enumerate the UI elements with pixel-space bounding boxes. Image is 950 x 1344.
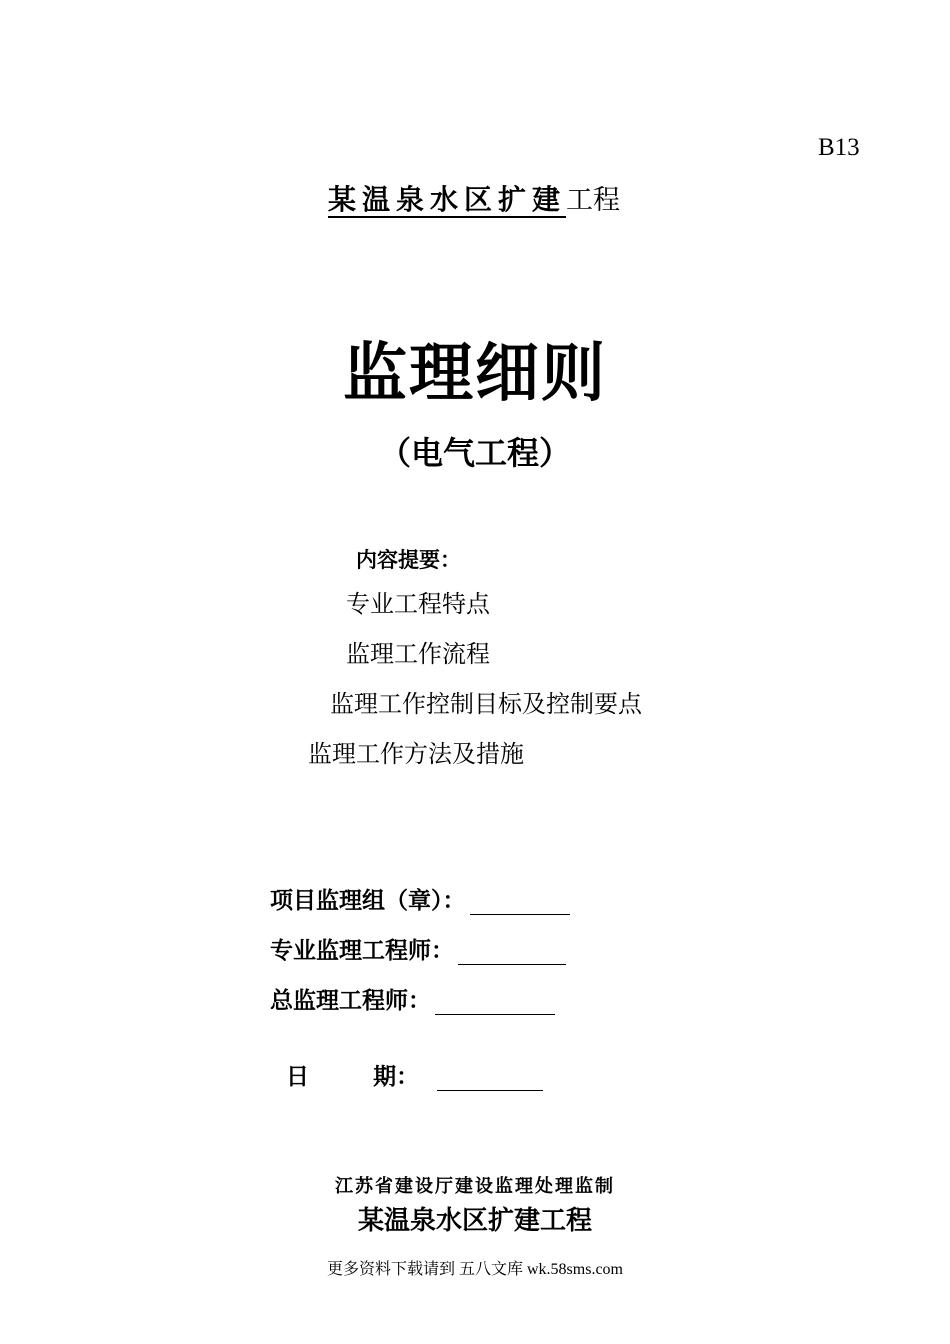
summary-item: 监理工作控制目标及控制要点 xyxy=(330,690,642,718)
signature-label: 日 期： xyxy=(286,1064,420,1090)
signature-row-project-group xyxy=(270,882,570,915)
signature-blank[interactable] xyxy=(435,992,555,1015)
footer-project-name: 某温泉水区扩建工程 xyxy=(357,1206,592,1236)
summary-item: 监理工作流程 xyxy=(346,640,490,668)
signature-row-date xyxy=(270,1032,543,1091)
document-code: B13 xyxy=(818,134,860,161)
signature-label: 项目监理组（章）： xyxy=(270,888,466,914)
signature-label: 专业监理工程师： xyxy=(270,938,454,964)
signature-row-specialist xyxy=(270,932,566,965)
summary-item: 专业工程特点 xyxy=(346,590,490,618)
signature-row-chief xyxy=(270,982,555,1015)
document-subtitle: （电气工程） xyxy=(378,434,571,472)
signature-blank[interactable] xyxy=(470,892,570,915)
signature-blank[interactable] xyxy=(437,1068,543,1091)
signature-label: 总监理工程师： xyxy=(270,988,431,1014)
summary-item: 监理工作方法及措施 xyxy=(308,740,524,768)
summary-heading: 内容提要： xyxy=(356,548,461,572)
project-suffix: 工程 xyxy=(566,185,621,216)
issuer-line: 江苏省建设厅建设监理处理监制 xyxy=(335,1176,615,1197)
download-note: 更多资料下载请到 五八文库 wk.58sms.com xyxy=(326,1261,623,1278)
project-title xyxy=(298,178,620,218)
signature-blank[interactable] xyxy=(458,942,566,965)
document-title: 监理细则 xyxy=(343,337,607,411)
project-name: 某温泉水区扩建 xyxy=(328,183,567,216)
